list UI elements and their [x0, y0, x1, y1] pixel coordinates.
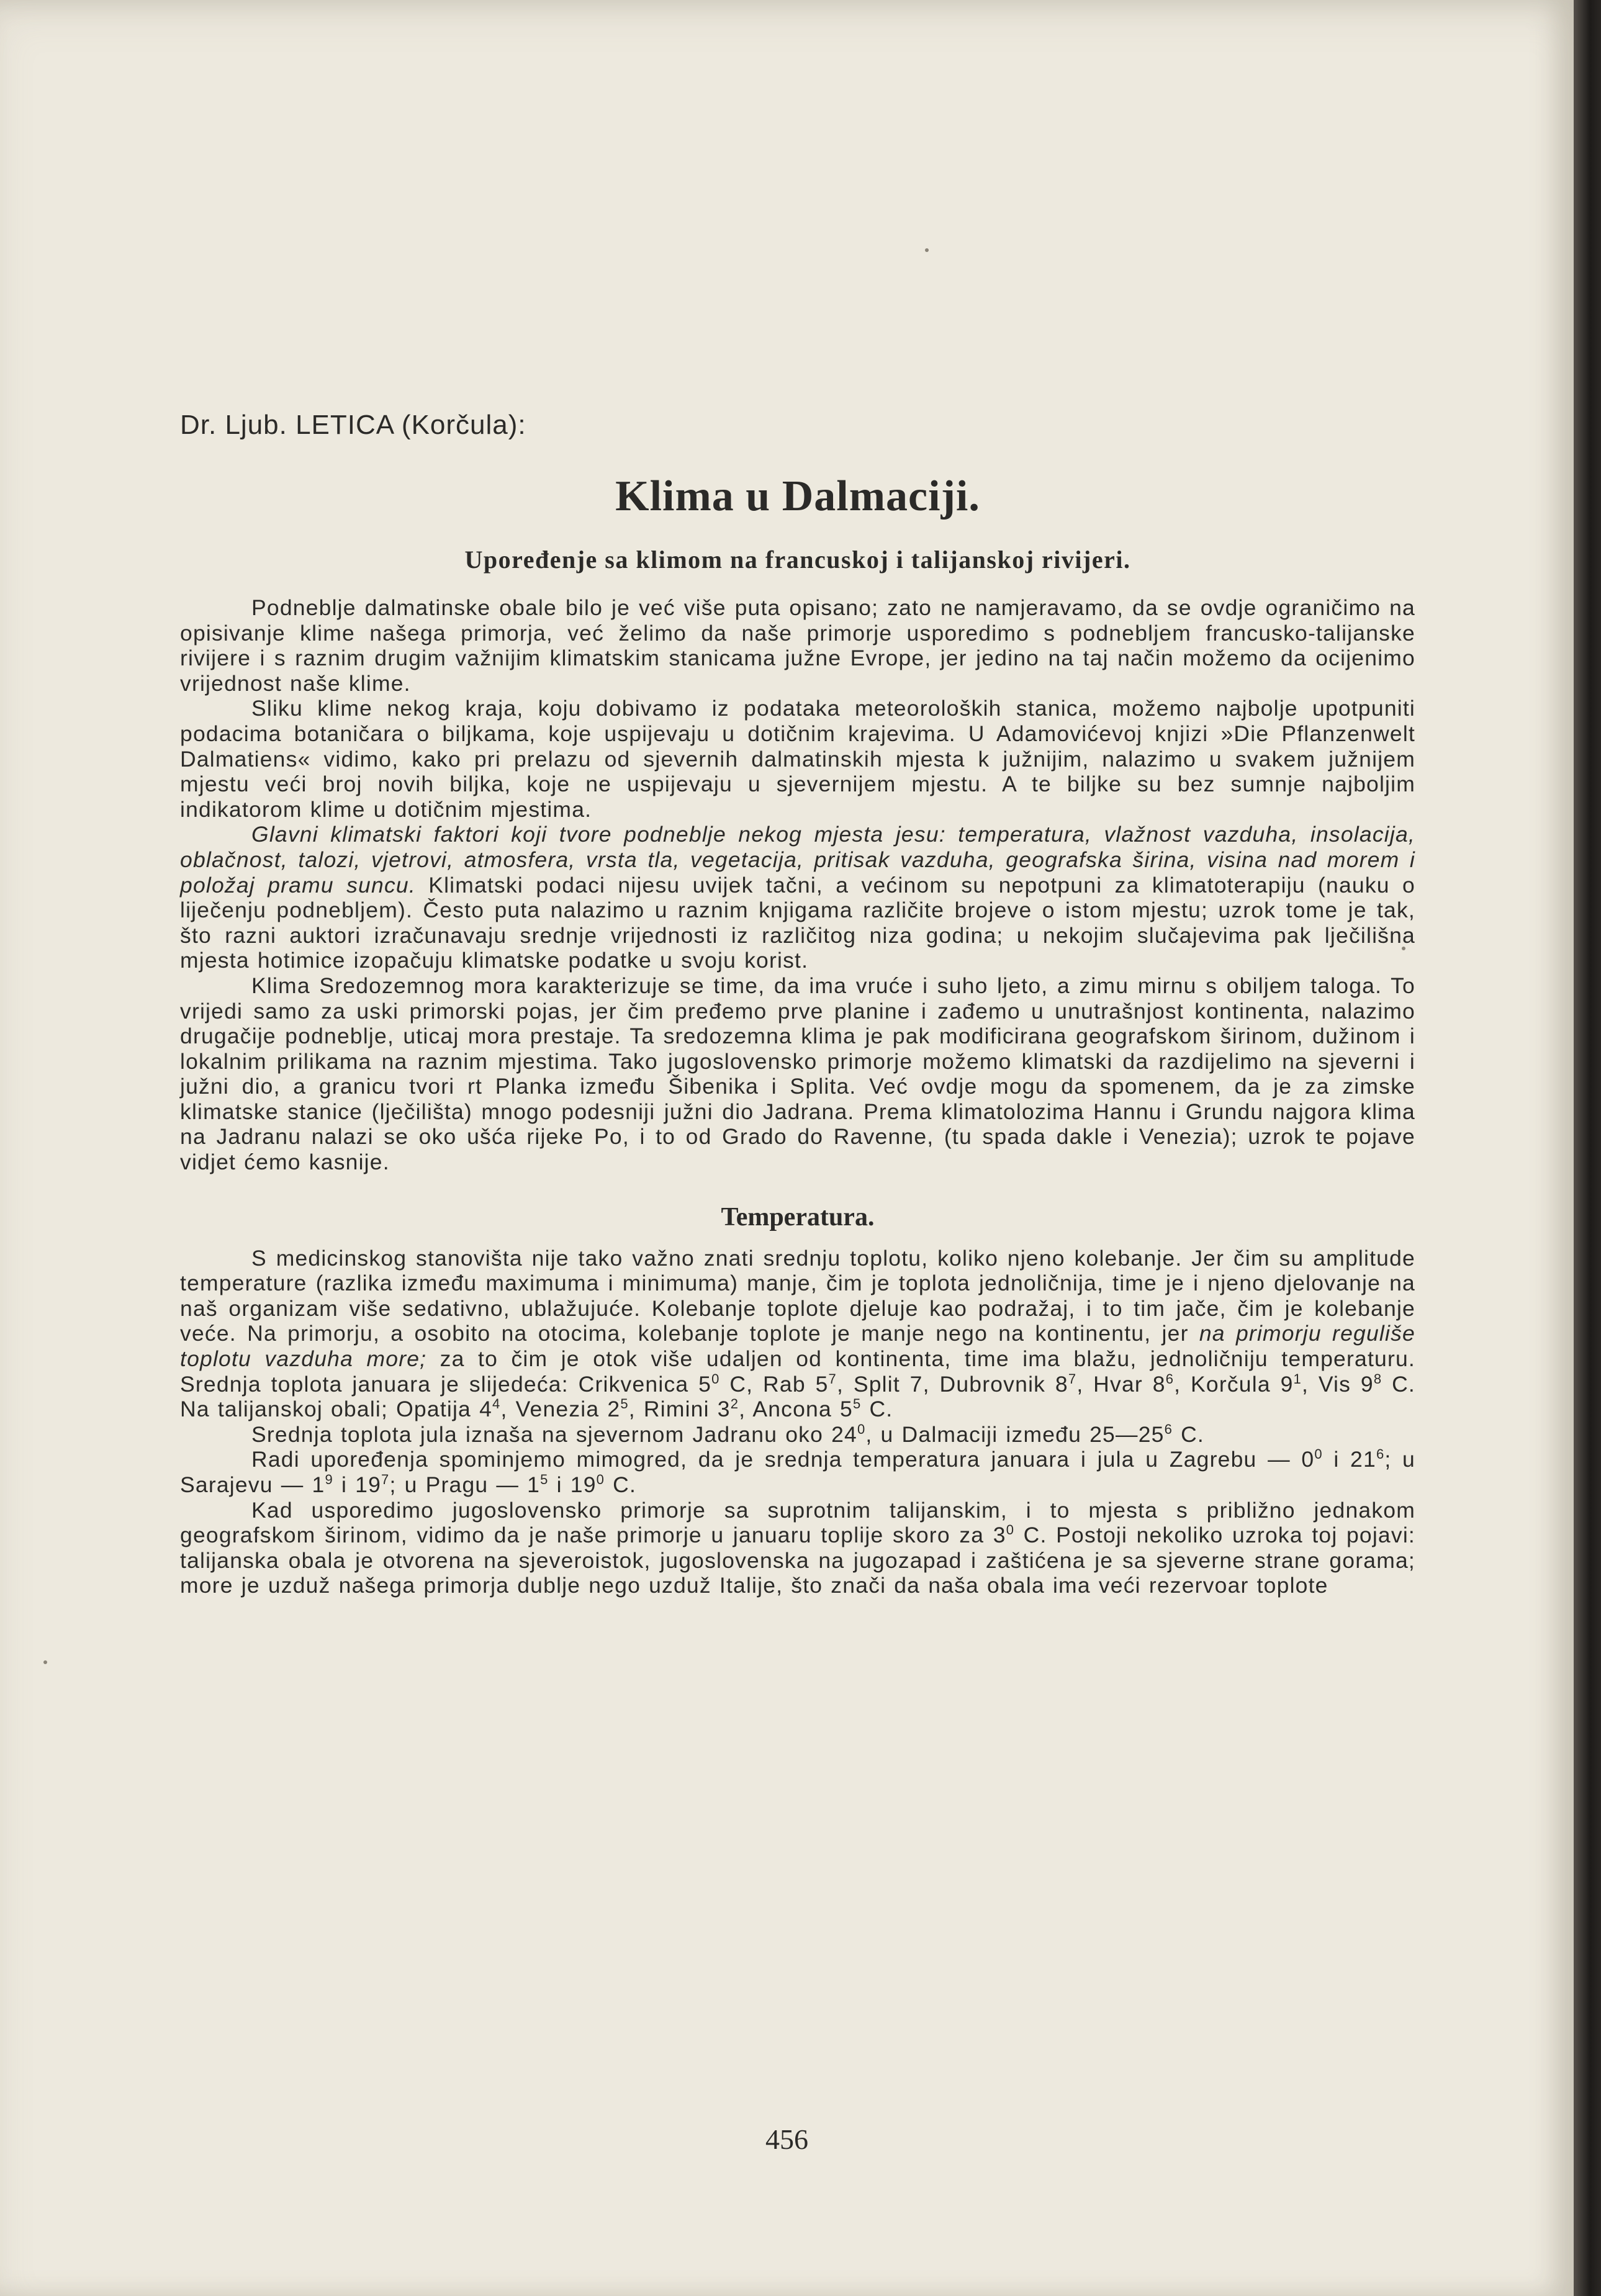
superscript: 8: [1373, 1371, 1382, 1387]
text-run: i 19: [548, 1472, 597, 1497]
superscript: 0: [1006, 1522, 1015, 1538]
superscript: 7: [381, 1472, 390, 1488]
text-run: , Rimini 3: [628, 1397, 731, 1422]
text-run: , Hvar 8: [1076, 1371, 1166, 1397]
text-run: Srednja toplota jula iznaša na sjevernom Jadranu oko 24: [251, 1421, 857, 1447]
superscript: 0: [1314, 1446, 1323, 1462]
paragraph-8: [180, 1498, 1415, 1598]
superscript: 9: [325, 1472, 333, 1488]
superscript: 5: [540, 1472, 549, 1488]
text-run: C. Postoji nekoliko uzroka toj pojavi: talijanska obala je otvorena na sjeveroistok, jugoslovenska na jugozapad i zaštićena je sa sjeverne strane gorama; more je uzduž našega primorja dublje nego uzduž Italije, što znači da naša obala ima veći rezervoar toplote: [180, 1523, 1415, 1598]
text-run: , Ancona 5: [739, 1397, 853, 1422]
author-line: Dr. Ljub. LETICA (Korčula):: [180, 410, 526, 440]
superscript: 6: [1165, 1371, 1175, 1387]
superscript: 1: [1293, 1371, 1302, 1387]
text-run: , Split 7, Dubrovnik 8: [836, 1371, 1068, 1397]
paragraph-5: [180, 1246, 1415, 1422]
superscript: 7: [1068, 1371, 1077, 1387]
text-run: i 21: [1322, 1447, 1376, 1472]
text-run: C. Na talijanskoj obali; Opatija 4: [180, 1371, 1415, 1422]
paragraph-3: [180, 822, 1415, 973]
text-run: S medicinskog stanovišta nije tako važno znati srednju toplotu, koliko njeno kolebanje. Jer čim su amplitude temperature (razlika između maximuma i minimuma) manje, čim je toplota jednoličnija, time je i njeno djelovanje na naš organizam više sedativno, ublažujuće. Kolebanje toplote djeluje kao podražaj, i to tim jače, čim je kolebanje veće. Na primorju, a osobito na otocima, kolebanje toplote je manje nego na kontinentu, jer: [180, 1245, 1415, 1346]
section-heading-temperatura: Temperatura.: [721, 1202, 875, 1231]
article-subtitle: Upoređenje sa klimom na francuskoj i talijanskoj rivijeri.: [464, 546, 1131, 574]
superscript: 5: [620, 1396, 629, 1412]
article-title: Klima u Dalmaciji.: [615, 472, 980, 520]
book-spine-edge: [1574, 0, 1601, 2296]
text-run: , Venezia 2: [500, 1397, 621, 1422]
climate-factors-italic: Glavni klimatski faktori koji tvore podneblje nekog mjesta jesu: temperatura, vlažnost vazduha, insolacija, oblačnost, talozi, vjetrovi, atmosfera, vrsta tla, vegetacija, pritisak vazduha, geografska širina, visina nad morem i položaj pramu suncu.: [180, 822, 1415, 898]
text-run: C.: [1173, 1421, 1204, 1447]
page-number: 456: [765, 2123, 808, 2155]
paragraph-1: Podneblje dalmatinske obale bilo je već više puta opisano; zato ne namjeravamo, da se ovdje ograničimo na opisivanje klime našega primorja, već želimo da naše primorje usporedimo s podnebljem francusko-talijanske rivijere i s raznim drugim važnijim klimatskim stanicama južne Evrope, jer jedino na taj način možemo da ocijenimo vrijednost naše klime.: [180, 595, 1415, 696]
text-run: za to čim je otok više udaljen od kontinenta, time ima blažu, jednoličniju temperaturu. Srednja toplota januara je slijedeća: Crikvenica 5: [180, 1346, 1415, 1397]
superscript: 0: [857, 1421, 866, 1437]
superscript: 2: [730, 1396, 739, 1412]
superscript: 0: [596, 1472, 605, 1488]
paragraph-6: [180, 1422, 1415, 1447]
article-body: [180, 410, 1415, 1598]
text-run: ; u Pragu — 1: [389, 1472, 541, 1497]
paragraph-2: Sliku klime nekog kraja, koju dobivamo iz podataka meteoroloških stanica, možemo najbolje upotpuniti podacima botaničara o biljkama, koje uspijevaju u dotičnim krajevima. U Adamovićevoj knjizi »Die Pflanzenwelt Dalmatiens« vidimo, kako pri prelazu od sjevernih dalmatinskih mjesta k južnijim, nalazimo u svakem južnijem mjestu veći broj novih biljka, koje ne uspijevaju u sjevernijem mjestu. A te biljke su bez sumnje najboljim indikatorom klime u dotičnim mjestima.: [180, 696, 1415, 822]
text-run: i 19: [333, 1472, 382, 1497]
paragraph-7: [180, 1447, 1415, 1497]
text-run: , Vis 9: [1301, 1371, 1374, 1397]
paper-speck: [925, 248, 929, 252]
paragraph-4: Klima Sredozemnog mora karakterizuje se time, da ima vruće i suho ljeto, a zimu mirnu s obiljem taloga. To vrijedi samo za uski primorski pojas, jer čim pređemo prve planine i zađemo u unutrašnjost kontinenta, nalazimo drugačije podneblje, uticaj mora prestaje. Ta sredozemna klima je pak modificirana geografskom širinom, dužinom i lokalnim prilikama na raznim mjestima. Tako jugoslovensko primorje možemo klimatski da razdijelimo na sjeverni i južni dio, a granicu tvori rt Planka između Šibenika i Splita. Već ovdje mogu da spomenem, da je za zimske klimatske stanice (lječilišta) mnogo podesniji južni dio Jadrana. Prema klimatolozima Hannu i Grundu najgora klima na Jadranu nalazi se oko ušća rijeke Po, i to od Grado do Ravenne, (tu spada dakle i Venezia); uzrok te pojave vidjet ćemo kasnije.: [180, 973, 1415, 1175]
text-run: C.: [605, 1472, 637, 1497]
paper-speck: [43, 1660, 47, 1664]
text-run: ; u Sarajevu — 1: [180, 1447, 1415, 1497]
italic-run: na primorju reguliše toplotu vazduha more;: [180, 1321, 1415, 1372]
text-run: C, Rab 5: [719, 1371, 829, 1397]
superscript: 4: [492, 1396, 501, 1412]
paragraph-3-text: Klimatski podaci nijesu uvijek tačni, a većinom su nepotpuni za klimatoterapiju (nauku o liječenju podnebljem). Često puta nalazimo u raznim knjigama različite brojeve o istom mjestu; uzrok tome je tak, što razni auktori izračunavaju srednje vrijednosti iz različitog niza godina; u nekojim slučajevima pak lječilišna mjesta hotimice izopačuju klimatske podatke u svoju korist.: [180, 872, 1415, 973]
superscript: 6: [1376, 1446, 1385, 1462]
text-run: , u Dalmaciji između 25—25: [865, 1421, 1165, 1447]
superscript: 7: [828, 1371, 837, 1387]
superscript: 6: [1164, 1421, 1173, 1437]
text-run: Kad usporedimo jugoslovensko primorje sa suprotnim talijanskim, i to mjesta s približno jednakom geografskom širinom, vidimo da je naše primorje u januaru toplije skoro za 3: [180, 1497, 1415, 1548]
superscript: 0: [711, 1371, 720, 1387]
text-run: , Korčula 9: [1174, 1371, 1294, 1397]
superscript: 5: [852, 1396, 862, 1412]
text-run: C.: [861, 1397, 893, 1422]
text-run: Radi upoređenja spominjemo mimogred, da je srednja temperatura januara i jula u Zagrebu — 0: [251, 1447, 1315, 1472]
